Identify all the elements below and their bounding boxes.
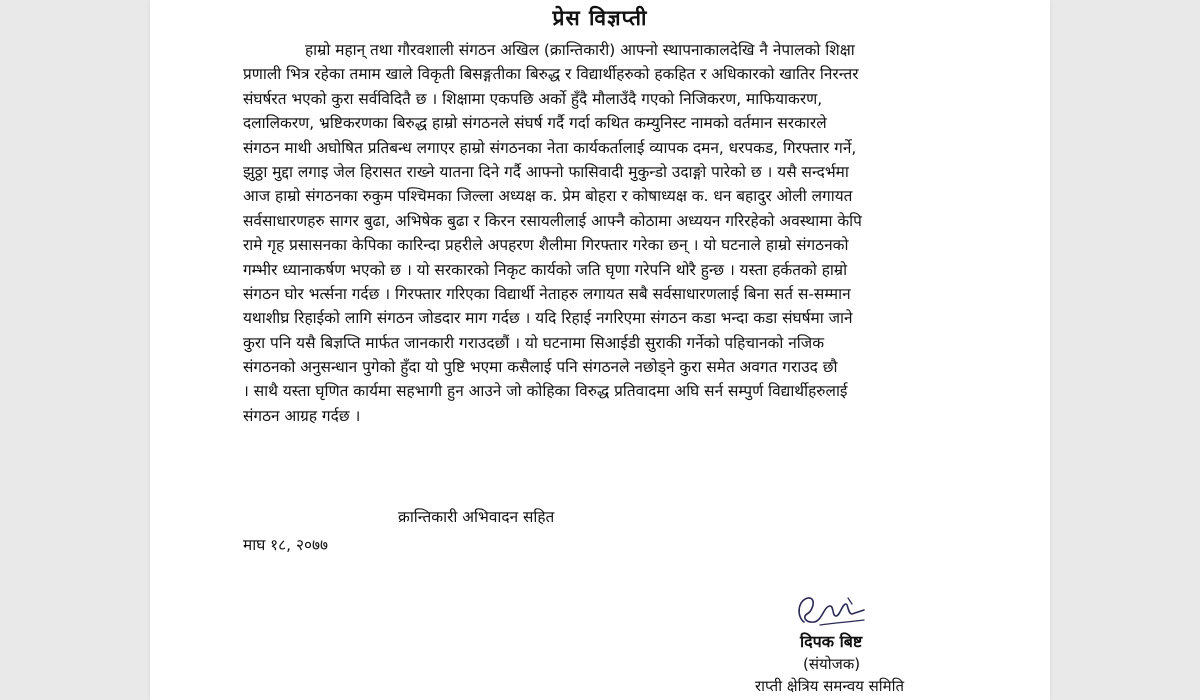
body-line: सर्वसाधारणहरु सागर बुढा, अभिषेक बुढा र किरन रसायलीलाई आफ्नै कोठामा अध्ययन गरिरहेको अवस्थामा केपि [243,211,862,230]
signatory-name: दिपक बिष्ट [800,632,863,651]
body-line: यथाशीघ्र रिहाईको लागि संगठन जोडदार माग गर्दछ । यदि रिहाई नगरिएमा संगठन कडा भन्दा कडा संघर्षमा जाने [243,309,853,328]
body-line: झुठ्ठा मुद्दा लगाइ जेल हिरासत राख्ने यातना दिने गर्दै आफ्नो फासिवादी मुकुन्डो उदाङ्गो पारेको छ । यसै सन्दर्भमा [243,162,849,181]
body-line: हाम्रो महान् तथा गौरवशाली संगठन अखिल (क्रान्तिकारी) आफ्नो स्थापनाकालदेखि नै नेपालको शिक्षा [305,41,855,59]
body-line: दलालिकरण, भ्रष्टिकरणका बिरुद्ध हाम्रो संगठनले संघर्ष गर्दै गर्दा कथित कम्युनिस्ट नामको वर्तमान सरकारले [243,114,827,133]
release-date: माघ १८, २०७७ [243,536,328,554]
body-line: संगठन माथी अघोषित प्रतिबन्ध लगाएर हाम्रो संगठनका नेता कार्यकर्तालाई व्यापक दमन, धरपकड, गिरफ्तार गर्ने, [243,138,857,157]
handwritten-signature-icon [790,592,870,630]
body-line: प्रणाली भित्र रहेका तमाम खाले विकृती बिसङ्गतीका बिरुद्ध र विद्यार्थीहरुको हकहित र अधिकारको खातिर निरन्तर [243,65,859,84]
body-line: रामे गृह प्रसासनका केपिका कारिन्दा प्रहरीले अपहरण शैलीमा गिरफ्तार गरेका छन् । यो घटनाले हाम्रो संगठनको [243,236,849,255]
body-line: । साथै यस्ता घृणित कार्यमा सहभागी हुन आउने जो कोहिका विरुद्ध प्रतिवादमा अघि सर्न सम्पुर्ण विद्यार्थीहरुलाई [243,382,848,401]
press-release-page [150,0,1050,700]
body-line: संगठनको अनुसन्धान पुगेको हुँदा यो पुष्टि भएमा कसैलाई पनि संगठनले नछोड्ने कुरा समेत अवगत गराउद छौ [243,358,838,377]
body-line: गम्भीर ध्यानाकर्षण भएको छ । यो सरकारको निकृट कार्यको जति घृणा गरेपनि थोरै हुन्छ । यस्ता हर्कतको हाम्रो [243,260,848,279]
body-line: कुरा पनि यसै बिज्ञप्ति मार्फत जानकारी गराउदछौं । यो घटनामा सिआईडी सुराकी गर्नेको पहिचानको नजिक [243,333,825,352]
signatory-role: (संयोजक) [803,655,861,673]
body-line: संघर्षरत भएको कुरा सर्वविदितै छ । शिक्षामा एकपछि अर्को हुँदै मौलाउँदै गएको निजिकरण, माफियाकरण, [243,89,823,108]
body-line: संगठन घोर भर्त्सना गर्दछ । गिरफ्तार गरिएका विद्यार्थी नेताहरु लगायत सबै सर्वसाधारणलाई बिना सर्त स-सम्मान [243,284,851,303]
body-text [243,38,983,428]
closing-salutation: क्रान्तिकारी अभिवादन सहित [398,508,555,526]
body-line: आज हाम्रो संगठनका रुकुम पश्चिमका जिल्ला अध्यक्ष क. प्रेम बोहरा र कोषाध्यक्ष क. धन बहादुर ओली लगायत [243,187,853,206]
signatory-organization: राप्ती क्षेत्रिय समन्वय समिति [755,677,905,695]
body-line: संगठन आग्रह गर्दछ । [243,406,361,425]
document-title: प्रेस विज्ञप्ती [552,6,648,30]
